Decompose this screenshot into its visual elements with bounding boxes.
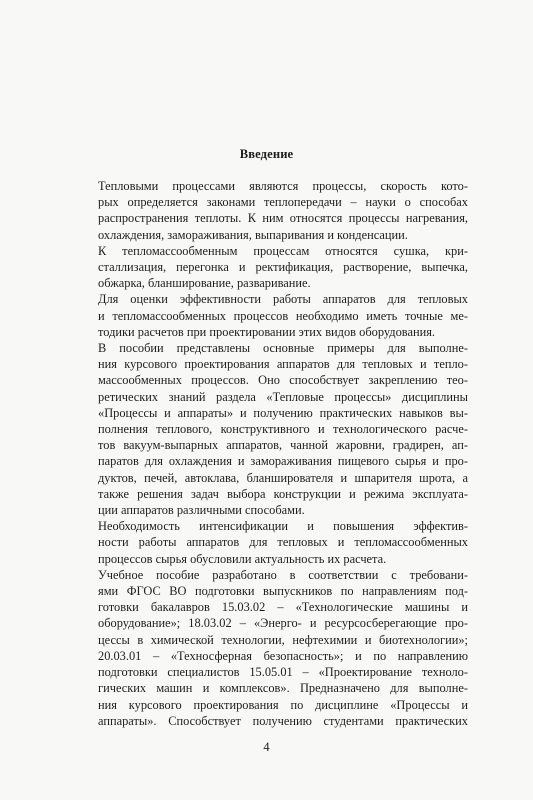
text-line: паратов для охлаждения и замораживания пищевого сырья и про- xyxy=(98,454,468,469)
text-line: также решения задач выбора конструкции и режима эксплуата- xyxy=(98,486,468,501)
paragraph-2 xyxy=(70,243,468,292)
paragraph-4 xyxy=(70,340,468,518)
text-line: тов вакуум-выпарных аппаратов, чанной жаровни, градирен, ап- xyxy=(98,438,468,453)
paragraph-1 xyxy=(70,178,468,243)
text-line: процессов сырья обусловили актуальность их расчета. xyxy=(98,551,387,566)
text-line: гических машин и комплексов». Предназначено для выполне- xyxy=(98,681,468,696)
text-line: оборудование»; 18.03.02 – «Энерго- и ресурсосберегающие про- xyxy=(98,616,468,631)
text-line: обжарка, бланширование, разваривание. xyxy=(98,276,311,291)
page-number: 4 xyxy=(263,740,270,754)
text-line: полнения теплового, конструктивного и технологического расче- xyxy=(98,422,468,437)
text-line: цессы в химической технологии, нефтехимии и биотехнологии»; xyxy=(98,632,468,647)
text-line: «Процессы и аппараты» и получению практических навыков вы- xyxy=(98,405,468,420)
text-line: и тепломассообменных процессов необходимо иметь точные ме- xyxy=(98,308,468,323)
paragraph-5 xyxy=(70,518,468,567)
text-line: аппараты». Способствует получению студентами практических xyxy=(98,713,468,728)
text-line: ния курсового проектирования аппаратов для тепловых и тепло- xyxy=(98,357,468,372)
paragraph-3 xyxy=(70,291,468,340)
text-line: охлаждения, замораживания, выпаривания и конденсации. xyxy=(98,227,408,242)
text-line: тодики расчетов при проектировании этих видов оборудования. xyxy=(98,324,436,339)
text-line: Учебное пособие разработано в соответствии с требовани- xyxy=(98,567,468,582)
text-line: ретических знаний раздела «Тепловые процессы» дисциплины xyxy=(98,389,468,404)
text-line: подготовки специалистов 15.05.01 – «Проектирование техноло- xyxy=(98,665,468,680)
text-line: сталлизация, перегонка и ректификация, растворение, выпечка, xyxy=(98,260,468,275)
text-line: ности работы аппаратов для тепловых и тепломассообменных xyxy=(98,535,468,550)
text-line: рых определяется законами теплопередачи – науки о способах xyxy=(98,195,468,210)
body-text xyxy=(70,178,468,729)
text-line: Для оценки эффективности работы аппаратов для тепловых xyxy=(98,292,468,307)
text-line: 20.03.01 – «Техносферная безопасность»; и по направлению xyxy=(98,648,468,663)
text-line: ции аппаратов различными способами. xyxy=(98,503,305,518)
text-line: В пособии представлены основные примеры для выполне- xyxy=(98,341,468,356)
page-title: Введение xyxy=(239,147,294,161)
text-line: Необходимость интенсификации и повышения эффектив- xyxy=(98,519,468,534)
text-line: К тепломассообменным процессам относятся сушка, кри- xyxy=(98,243,468,258)
text-line: ния курсового проектирования по дисциплине «Процессы и xyxy=(98,697,468,712)
text-line: дуктов, печей, автоклава, бланширователя и шпарителя шрота, а xyxy=(98,470,468,485)
text-line: распространения теплоты. К ним относятся процессы нагревания, xyxy=(98,211,468,226)
text-line: Тепловыми процессами являются процессы, скорость кото- xyxy=(98,179,468,193)
text-line: ями ФГОС ВО подготовки выпускников по направлениям под- xyxy=(98,584,468,599)
text-line: готовки бакалавров 15.03.02 – «Технологические машины и xyxy=(98,600,468,615)
paragraph-6 xyxy=(70,567,468,729)
text-line: массообменных процессов. Оно способствует закреплению тео- xyxy=(98,373,468,388)
